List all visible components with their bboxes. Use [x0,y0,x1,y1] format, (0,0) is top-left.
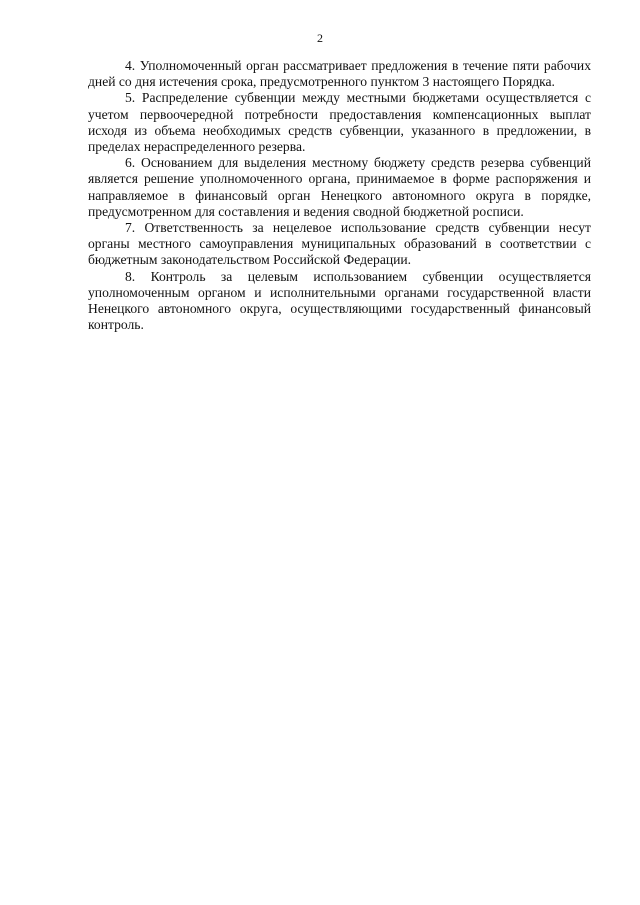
paragraph-4: 4. Уполномоченный орган рассматривает предложения в течение пяти рабочих дней со дня истечения срока, предусмотренного пунктом 3 настоящего Порядка. [88,58,591,90]
paragraph-7: 7. Ответственность за нецелевое использование средств субвенции несут органы местного самоуправления муниципальных образований в соответствии с бюджетным законодательством Российской Федерации. [88,220,591,268]
paragraph-6: 6. Основанием для выделения местному бюджету средств резерва субвенций является решение уполномоченного органа, принимаемое в форме распоряжения и направляемое в финансовый орган Ненецкого автономного округа в порядке, предусмотренном для составления и ведения сводной бюджетной росписи. [88,155,591,219]
page-number: 2 [317,31,323,45]
paragraph-8: 8. Контроль за целевым использованием субвенции осуществляется уполномоченным органом и исполнительными органами государственной власти Ненецкого автономного округа, осуществляющими государственный финансовый контроль. [88,268,591,333]
paragraph-5: 5. Распределение субвенции между местными бюджетами осуществляется с учетом первоочередной потребности предоставления компенсационных выплат исходя из объема необходимых средств субвенции, указанного в предложении, в пределах нераспределенного резерва. [88,90,591,155]
document-body [88,58,591,333]
